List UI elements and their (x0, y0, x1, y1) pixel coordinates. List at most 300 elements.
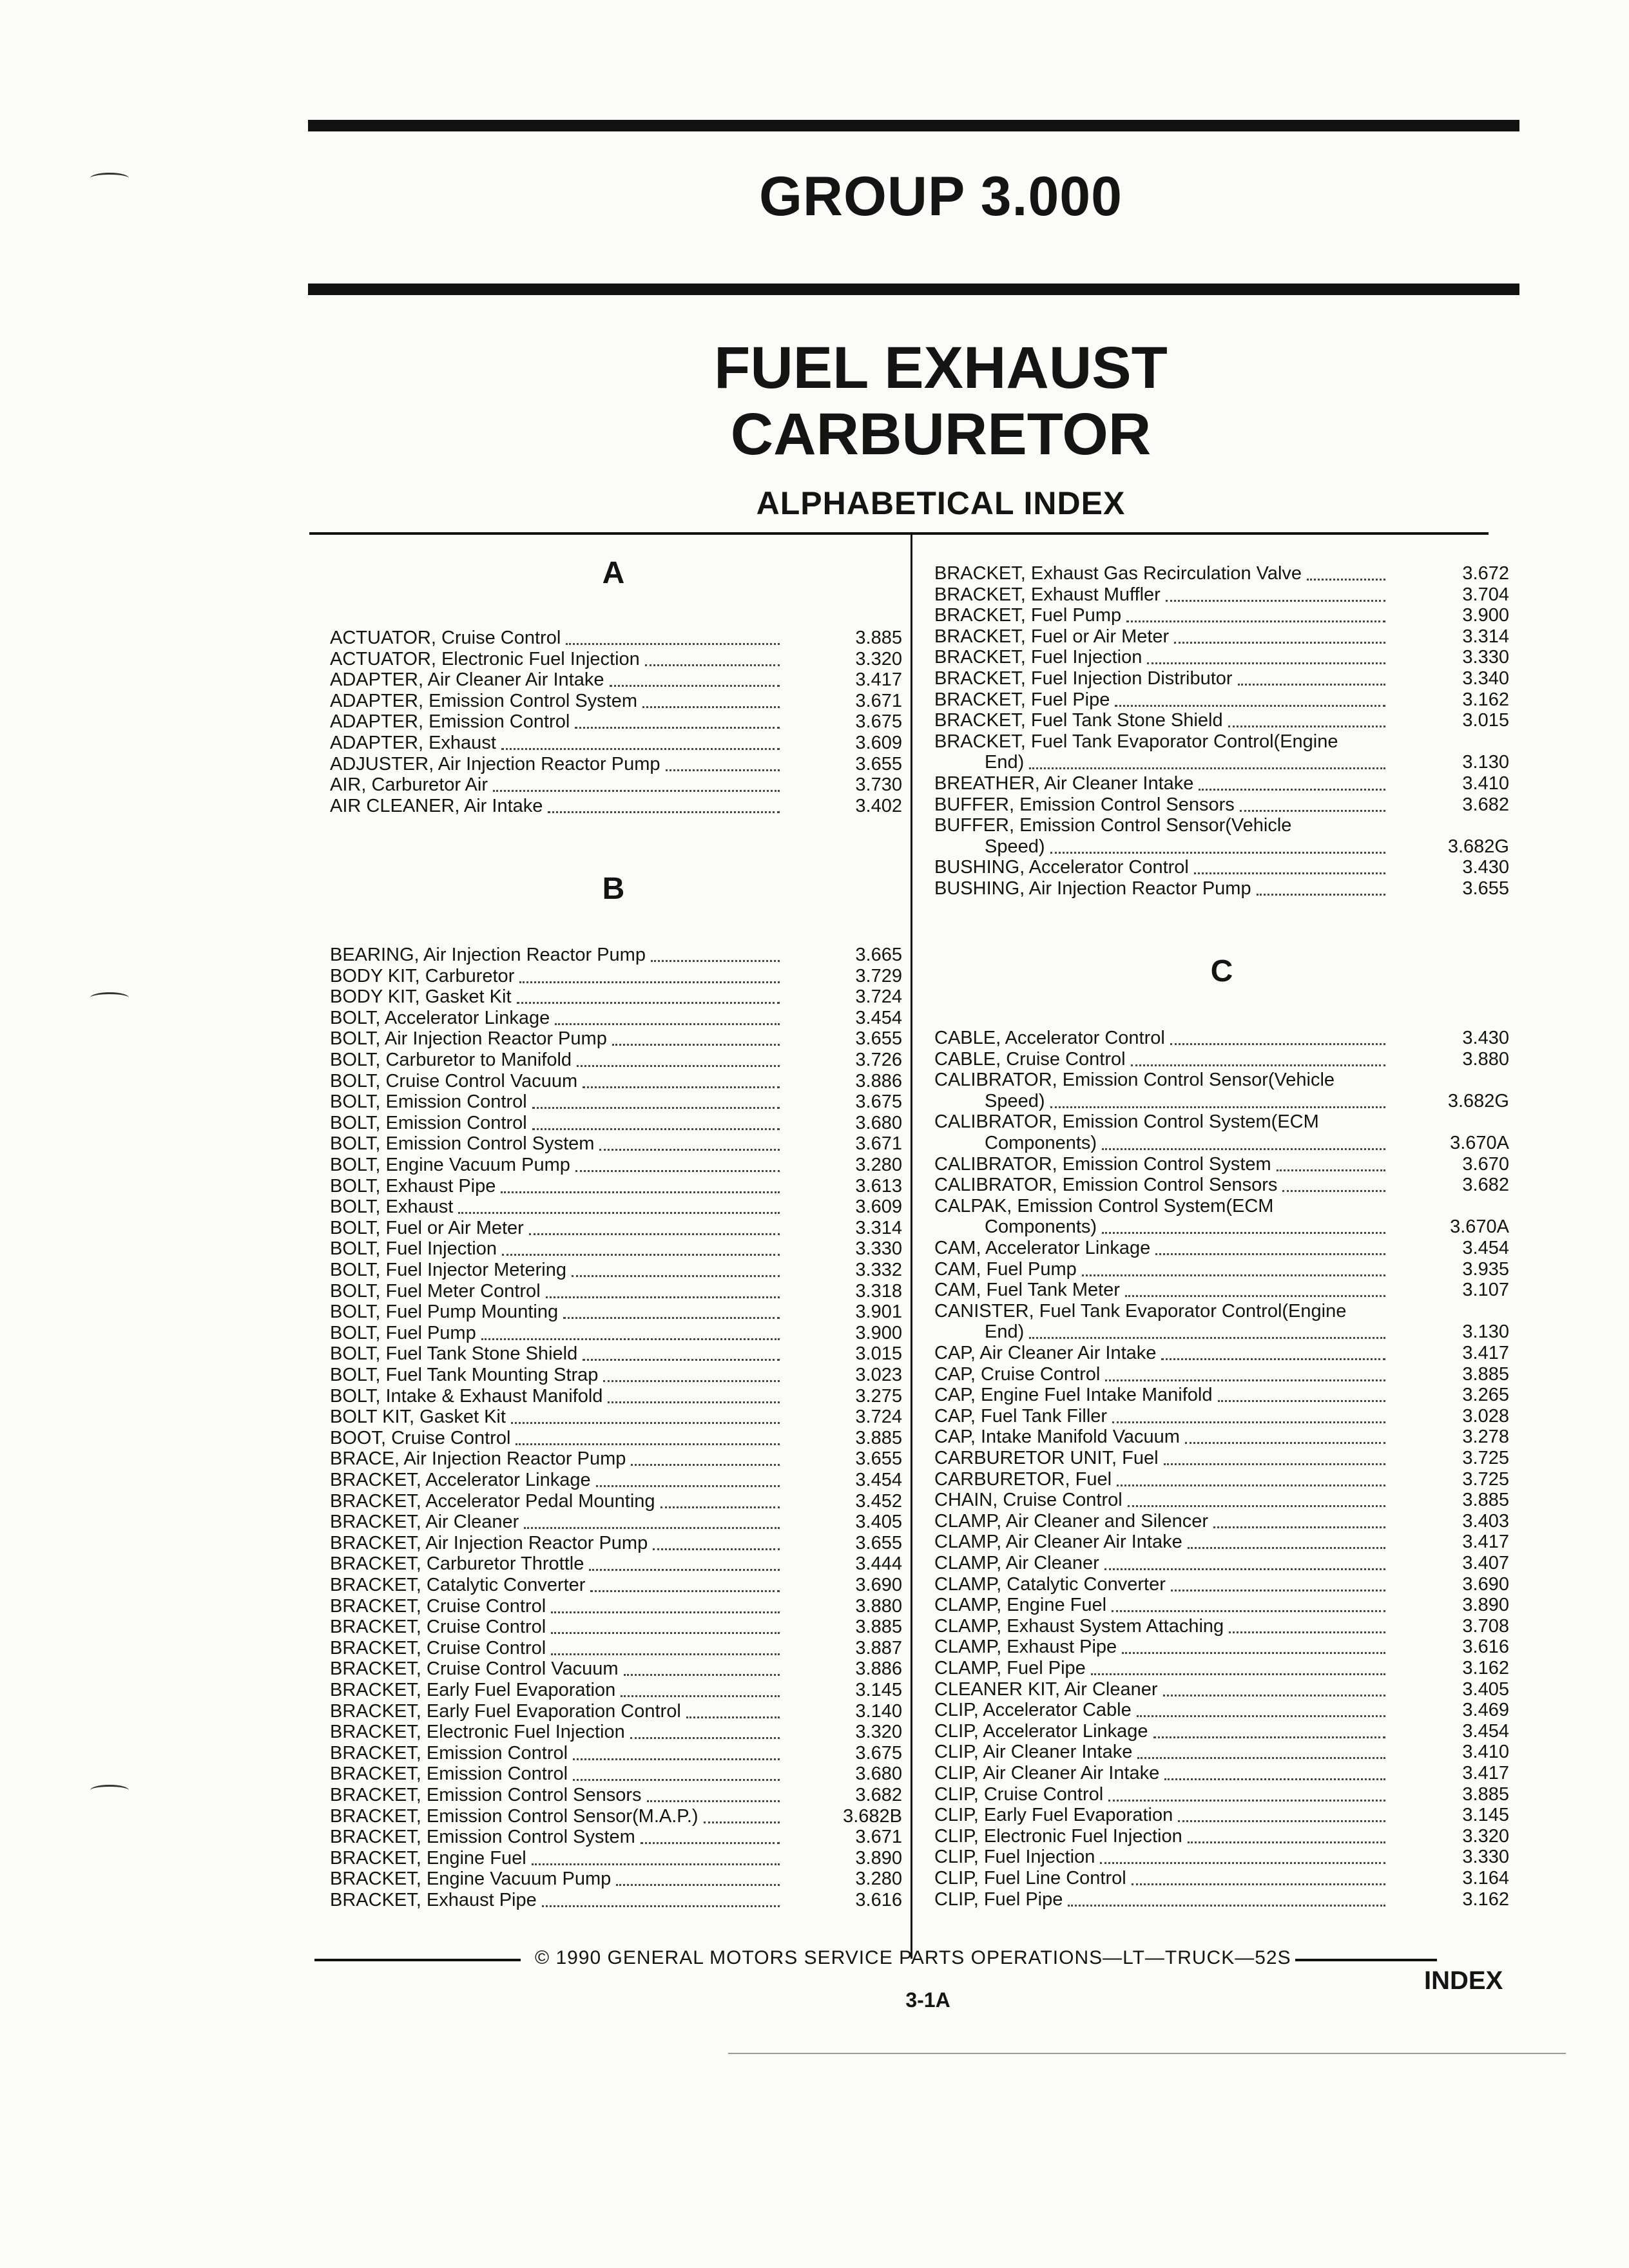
dot-leader (566, 628, 780, 645)
entry-section-number: 3.708 (1462, 1615, 1509, 1637)
entry-label: BRACKET, Fuel Pipe (934, 689, 1110, 710)
dot-leader (1122, 1637, 1385, 1654)
dot-leader (1307, 563, 1385, 581)
entry-section-number: 3.675 (855, 1742, 902, 1763)
index-entry (330, 1638, 902, 1659)
index-entry (330, 1869, 902, 1890)
entry-section-number: 3.280 (855, 1155, 902, 1175)
entry-label: End) (985, 1321, 1025, 1343)
entry-section-number: 3.609 (855, 1196, 902, 1218)
entry-label: BOLT, Accelerator Linkage (330, 1007, 550, 1028)
entry-section-number: 3.015 (1462, 710, 1509, 731)
index-entry (330, 1323, 902, 1344)
entry-section-number: 3.265 (1462, 1385, 1509, 1406)
main-title-line2: CARBURETOR (730, 401, 1152, 467)
entry-section-number: 3.613 (855, 1175, 902, 1196)
entry-section-number: 3.886 (855, 1070, 902, 1091)
entry-label: CLAMP, Air Cleaner Air Intake (934, 1532, 1182, 1553)
entry-section-number: 3.280 (855, 1869, 902, 1890)
entry-section-number: 3.405 (1462, 1678, 1509, 1700)
dot-leader (1112, 1595, 1385, 1612)
index-entry (330, 1553, 902, 1575)
dot-leader (551, 1617, 780, 1634)
entry-section-number: 3.665 (855, 945, 902, 965)
copyright-notice: © 1990 GENERAL MOTORS SERVICE PARTS OPERATIONS—LT—TRUCK—52S (535, 1947, 1291, 1968)
dot-leader (542, 1890, 780, 1907)
entry-label: ADAPTER, Air Cleaner Air Intake (330, 669, 604, 691)
entry-label: BRACKET, Fuel or Air Meter (934, 626, 1170, 647)
index-entry (934, 1364, 1509, 1385)
dot-leader (501, 733, 780, 750)
index-entry (934, 626, 1509, 648)
entry-label: BRACKET, Early Fuel Evaporation Control (330, 1700, 681, 1722)
dot-leader (524, 1512, 780, 1529)
entry-label: BUSHING, Air Injection Reactor Pump (934, 878, 1251, 899)
dot-leader (1213, 1511, 1385, 1528)
entry-section-number: 3.725 (1462, 1448, 1509, 1468)
index-entry (934, 1238, 1509, 1259)
scan-mark (90, 173, 129, 184)
dot-leader (1117, 1469, 1385, 1486)
dot-leader (1228, 710, 1385, 727)
index-entry (934, 1889, 1509, 1910)
index-entry (985, 1091, 1509, 1112)
index-entry (330, 1091, 902, 1113)
index-entry (934, 1574, 1509, 1595)
index-entry (934, 1763, 1509, 1784)
index-entry (934, 1532, 1509, 1553)
entry-section-number: 3.402 (855, 795, 902, 816)
dot-leader (1161, 1343, 1385, 1360)
dot-leader (1050, 1091, 1385, 1108)
entry-label: BOLT, Fuel Tank Stone Shield (330, 1343, 578, 1365)
entry-section-number: 3.140 (855, 1700, 902, 1722)
dot-leader (704, 1806, 780, 1823)
entry-section-number: 3.655 (855, 1448, 902, 1470)
entry-section-number: 3.890 (1462, 1595, 1509, 1616)
index-entry (934, 878, 1509, 899)
dot-leader (1115, 689, 1385, 707)
dot-leader (1029, 1321, 1385, 1339)
entry-section-number: 3.410 (1462, 1742, 1509, 1763)
entry-section-number: 3.454 (1462, 1238, 1509, 1258)
entry-section-number: 3.410 (1462, 773, 1509, 794)
dot-leader (1125, 1280, 1385, 1297)
dot-leader (590, 1575, 780, 1592)
entry-label: CAP, Engine Fuel Intake Manifold (934, 1385, 1213, 1406)
dot-leader (572, 1260, 780, 1277)
entry-label: BOLT KIT, Gasket Kit (330, 1407, 506, 1428)
dot-leader (612, 1028, 780, 1046)
dot-leader (631, 1448, 780, 1466)
entry-label: BRACKET, Cruise Control Vacuum (330, 1658, 619, 1680)
entry-section-number: 3.278 (1462, 1427, 1509, 1448)
index-entry (330, 1491, 902, 1512)
entry-label: CAP, Intake Manifold Vacuum (934, 1427, 1180, 1448)
dot-leader (1131, 1049, 1385, 1066)
entry-label: CLIP, Cruise Control (934, 1783, 1104, 1805)
dot-leader (573, 1763, 780, 1781)
index-entry (934, 857, 1509, 878)
entry-section-number: 3.275 (855, 1385, 902, 1407)
entry-label: BOLT, Emission Control System (330, 1133, 595, 1155)
entry-label: BRACKET, Fuel Pump (934, 605, 1122, 626)
index-entry (985, 1133, 1509, 1154)
index-entry (330, 669, 902, 691)
dot-leader (1164, 1448, 1385, 1465)
entry-section-number: 3.880 (1462, 1048, 1509, 1070)
entry-section-number: 3.320 (1462, 1825, 1509, 1847)
entry-label: BOLT, Fuel or Air Meter (330, 1217, 524, 1238)
index-entry (934, 1847, 1509, 1868)
dot-leader (660, 1491, 780, 1508)
entry-section-number: 3.655 (1462, 878, 1509, 899)
entry-section-number: 3.320 (855, 648, 902, 669)
entry-section-number: 3.690 (855, 1575, 902, 1595)
dot-leader (1100, 1847, 1385, 1864)
index-entry (330, 691, 902, 712)
index-entry (330, 1133, 902, 1155)
dot-leader (1185, 1427, 1385, 1444)
entry-label: BRACKET, Emission Control (330, 1742, 568, 1763)
entry-label: BRACKET, Fuel Injection Distributor (934, 668, 1233, 689)
entry-label: BOLT, Fuel Pump Mounting (330, 1302, 559, 1323)
dot-leader (1178, 1805, 1385, 1822)
entry-section-number: 3.670 (1462, 1153, 1509, 1175)
entry-section-number: 3.670A (1450, 1216, 1509, 1238)
dot-leader (532, 1091, 780, 1109)
entry-section-number: 3.655 (855, 1532, 902, 1553)
dot-leader (1199, 773, 1385, 791)
dot-leader (621, 1680, 780, 1697)
entry-label: ADAPTER, Emission Control System (330, 690, 638, 711)
entry-label: CLAMP, Fuel Pipe (934, 1658, 1086, 1678)
entry-label: CLIP, Early Fuel Evaporation (934, 1805, 1173, 1826)
dot-leader (589, 1553, 780, 1571)
index-entry (934, 605, 1509, 626)
entry-section-number: 3.885 (855, 628, 902, 648)
entry-section-number: 3.407 (1462, 1553, 1509, 1573)
entry-label: Components) (985, 1133, 1097, 1153)
dot-leader (1104, 1553, 1385, 1570)
column-divider (911, 535, 912, 1959)
mid-thick-rule (308, 284, 1519, 295)
dot-leader (1170, 1028, 1385, 1045)
index-entry (330, 1533, 902, 1554)
group-title: GROUP 3.000 (759, 166, 1123, 227)
dot-leader (1108, 1784, 1385, 1802)
index-entry (934, 1049, 1509, 1070)
entry-label: BRACKET, Fuel Injection (934, 647, 1142, 668)
entry-label: BRACKET, Cruise Control (330, 1617, 546, 1638)
entry-label: CLIP, Electronic Fuel Injection (934, 1825, 1182, 1847)
entry-label: BRACKET, Emission Control Sensors (330, 1785, 642, 1805)
dot-leader (529, 1218, 780, 1235)
dot-leader (686, 1701, 780, 1718)
index-entry (934, 1637, 1509, 1658)
index-entry (330, 1176, 902, 1197)
dot-leader (583, 1071, 780, 1088)
entry-section-number: 3.682G (1447, 1090, 1509, 1111)
entry-label: BRACKET, Accelerator Pedal Mounting (330, 1490, 655, 1512)
dot-leader (624, 1658, 780, 1676)
dot-leader (511, 1407, 780, 1424)
index-entry (330, 1281, 902, 1302)
entry-label: CLAMP, Engine Fuel (934, 1595, 1107, 1616)
entry-label: CAM, Fuel Tank Meter (934, 1280, 1120, 1301)
entry-section-number: 3.730 (855, 774, 902, 796)
entry-label: ADAPTER, Exhaust (330, 733, 496, 753)
index-entry (934, 794, 1509, 816)
index-entry (934, 1343, 1509, 1364)
entry-section-number: 3.330 (1462, 1847, 1509, 1868)
entry-label: AIR, Carburetor Air (330, 774, 488, 796)
index-entry (330, 796, 902, 817)
section-letter-c: C (1210, 954, 1233, 988)
index-entry (934, 1406, 1509, 1427)
index-entry (330, 1680, 902, 1701)
index-entry (330, 733, 902, 754)
index-label: INDEX (1424, 1966, 1503, 1995)
entry-label: ACTUATOR, Electronic Fuel Injection (330, 648, 640, 669)
dot-leader (519, 966, 780, 983)
entry-label: BRACKET, Air Cleaner (330, 1512, 519, 1533)
index-entry (330, 711, 902, 733)
dot-leader (1068, 1889, 1385, 1907)
dot-leader (458, 1196, 780, 1214)
section-letter-a: A (602, 556, 625, 590)
entry-section-number: 3.682 (855, 1785, 902, 1805)
dot-leader (1277, 1154, 1385, 1171)
entry-label: CLAMP, Air Cleaner and Silencer (934, 1510, 1209, 1532)
entry-section-number: 3.332 (855, 1260, 902, 1280)
entry-label: Speed) (985, 1090, 1045, 1111)
index-entry (330, 1658, 902, 1680)
dot-leader (1091, 1658, 1385, 1675)
entry-label: Speed) (985, 836, 1045, 857)
entry-section-number: 3.403 (1462, 1510, 1509, 1532)
entry-section-number: 3.901 (855, 1302, 902, 1323)
index-entry (934, 1658, 1509, 1679)
entry-section-number: 3.162 (1462, 689, 1509, 710)
scan-mark (90, 992, 129, 1003)
entry-section-number: 3.900 (855, 1322, 902, 1343)
entry-section-number: 3.340 (1462, 668, 1509, 689)
index-entry (934, 584, 1509, 606)
entry-label: BOLT, Engine Vacuum Pump (330, 1155, 570, 1175)
index-entry (330, 1785, 902, 1806)
dot-leader (481, 1323, 780, 1340)
dot-leader (653, 1533, 780, 1550)
entry-section-number: 3.330 (1462, 647, 1509, 668)
dot-leader (501, 1176, 780, 1193)
dot-leader (1163, 1679, 1385, 1696)
entry-section-number: 3.430 (1462, 857, 1509, 878)
entry-label: BOLT, Exhaust Pipe (330, 1175, 496, 1196)
index-entry (330, 1848, 902, 1869)
entry-section-number: 3.682G (1447, 836, 1509, 857)
entry-section-number: 3.885 (855, 1617, 902, 1638)
dot-leader (1153, 1721, 1385, 1738)
entry-section-number: 3.880 (855, 1595, 902, 1617)
entry-section-number: 3.015 (855, 1343, 902, 1365)
entry-section-number: 3.886 (855, 1658, 902, 1680)
entry-section-number: 3.655 (855, 1028, 902, 1050)
entry-label: CLIP, Air Cleaner Air Intake (934, 1763, 1160, 1783)
entry-section-number: 3.675 (855, 1091, 902, 1113)
entry-label: BRACKET, Exhaust Gas Recirculation Valve (934, 563, 1302, 584)
entry-label: CAM, Accelerator Linkage (934, 1238, 1151, 1258)
entry-label: BRACKET, Emission Control (330, 1763, 568, 1785)
entry-label: BRACKET, Air Injection Reactor Pump (330, 1532, 648, 1553)
entry-label: BRACKET, Fuel Tank Stone Shield (934, 710, 1223, 731)
entry-section-number: 3.724 (855, 1407, 902, 1428)
entry-section-number: 3.430 (1462, 1028, 1509, 1048)
entry-label: CLAMP, Exhaust Pipe (934, 1637, 1117, 1658)
entry-label: CABLE, Cruise Control (934, 1048, 1126, 1070)
index-entry (934, 1175, 1509, 1196)
index-entry (330, 1155, 902, 1176)
index-entry (330, 1386, 902, 1407)
entry-label: BUFFER, Emission Control Sensors (934, 794, 1235, 815)
entry-label: BRACKET, Accelerator Linkage (330, 1470, 591, 1490)
entry-label: CLAMP, Catalytic Converter (934, 1573, 1166, 1595)
index-entry (330, 1196, 902, 1218)
dot-leader (1029, 752, 1385, 769)
index-entry (934, 689, 1509, 711)
dot-leader (502, 1238, 780, 1256)
entry-label: BRACKET, Cruise Control (330, 1637, 546, 1658)
index-entry (934, 1385, 1509, 1406)
entry-section-number: 3.616 (855, 1890, 902, 1910)
index-entry-label-line1: BRACKET, Fuel Tank Evaporator Control(Engine (934, 731, 1338, 752)
entry-section-number: 3.164 (1462, 1868, 1509, 1888)
section-letter-b: B (602, 872, 625, 906)
entry-label: CAP, Cruise Control (934, 1363, 1101, 1385)
entry-label: BRACKET, Engine Vacuum Pump (330, 1869, 612, 1890)
entry-section-number: 3.671 (855, 1827, 902, 1848)
index-entry (330, 1596, 902, 1617)
dot-leader (1282, 1175, 1385, 1192)
entry-label: BODY KIT, Gasket Kit (330, 986, 512, 1008)
entry-label: CLIP, Fuel Pipe (934, 1888, 1063, 1910)
entry-label: CLIP, Air Cleaner Intake (934, 1742, 1133, 1763)
index-entry (934, 1028, 1509, 1049)
index-entry (330, 1343, 902, 1365)
index-entry (934, 1511, 1509, 1532)
entry-section-number: 3.675 (855, 711, 902, 733)
index-rule (309, 532, 1489, 535)
dot-leader (1082, 1259, 1385, 1276)
dot-leader (603, 1365, 780, 1382)
dot-leader (532, 1113, 780, 1130)
index-entry (330, 1806, 902, 1827)
entry-section-number: 3.130 (1462, 1321, 1509, 1343)
dot-leader (1155, 1238, 1385, 1255)
entry-section-number: 3.726 (855, 1050, 902, 1070)
entry-section-number: 3.145 (1462, 1805, 1509, 1826)
index-entry (934, 1742, 1509, 1763)
entry-label: BRACKET, Carburetor Throttle (330, 1553, 584, 1575)
entry-label: CALIBRATOR, Emission Control Sensors (934, 1175, 1278, 1196)
entry-section-number: 3.655 (855, 753, 902, 774)
index-entry (330, 945, 902, 966)
entry-label: BREATHER, Air Cleaner Intake (934, 773, 1194, 794)
index-entry (934, 710, 1509, 731)
entry-section-number: 3.885 (1462, 1363, 1509, 1385)
index-entry (934, 1469, 1509, 1490)
index-entry (985, 752, 1509, 773)
dot-leader (1218, 1385, 1385, 1402)
dot-leader (1050, 836, 1385, 854)
dot-leader (642, 691, 780, 708)
index-entry (330, 628, 902, 649)
dot-leader (493, 774, 780, 792)
entry-label: CAP, Fuel Tank Filler (934, 1405, 1108, 1427)
dot-leader (608, 1386, 780, 1403)
dot-leader (610, 669, 780, 687)
entry-section-number: 3.680 (855, 1763, 902, 1785)
main-title-line1: FUEL EXHAUST (714, 335, 1168, 401)
dot-leader (666, 754, 780, 771)
entry-label: BRACKET, Electronic Fuel Injection (330, 1722, 625, 1743)
index-entry (330, 1302, 902, 1323)
entry-label: BRACKET, Exhaust Pipe (330, 1890, 537, 1910)
entry-section-number: 3.609 (855, 733, 902, 753)
entry-section-number: 3.162 (1462, 1658, 1509, 1678)
dot-leader (641, 1827, 780, 1844)
entry-section-number: 3.452 (855, 1490, 902, 1512)
dot-leader (1112, 1406, 1385, 1423)
dot-leader (1105, 1364, 1385, 1381)
scan-mark (90, 1785, 129, 1796)
dot-leader (517, 986, 780, 1004)
index-entry (934, 1868, 1509, 1889)
dot-leader (1164, 1763, 1385, 1780)
top-thick-rule (308, 120, 1519, 131)
entry-label: ADJUSTER, Air Injection Reactor Pump (330, 753, 660, 774)
dot-leader (1240, 794, 1385, 812)
entry-section-number: 3.469 (1462, 1700, 1509, 1721)
dot-leader (645, 649, 780, 666)
index-entry (330, 1428, 902, 1449)
dot-leader (1174, 626, 1385, 644)
entry-section-number: 3.417 (1462, 1343, 1509, 1363)
entry-section-number: 3.028 (1462, 1405, 1509, 1427)
entry-label: BOLT, Air Injection Reactor Pump (330, 1028, 607, 1050)
index-entry (330, 1028, 902, 1050)
dot-leader (563, 1302, 780, 1319)
dot-leader (575, 1155, 780, 1172)
entry-label: End) (985, 752, 1025, 773)
entry-section-number: 3.314 (855, 1217, 902, 1238)
entry-section-number: 3.671 (855, 690, 902, 711)
entry-label: BOLT, Exhaust (330, 1196, 454, 1218)
entry-label: Components) (985, 1216, 1097, 1238)
index-entry (934, 1490, 1509, 1511)
entry-section-number: 3.444 (855, 1553, 902, 1575)
index-entry (934, 647, 1509, 668)
entry-section-number: 3.330 (855, 1238, 902, 1260)
entry-label: CALIBRATOR, Emission Control System (934, 1153, 1271, 1175)
index-entry-label-line1: CALPAK, Emission Control System(ECM (934, 1195, 1274, 1216)
dot-leader (575, 711, 780, 729)
entry-label: BOLT, Emission Control (330, 1091, 527, 1113)
index-entry-label-line1: CALIBRATOR, Emission Control Sensor(Vehicle (934, 1070, 1335, 1091)
entry-label: BODY KIT, Carburetor (330, 965, 515, 986)
index-entry (985, 1321, 1509, 1343)
entry-section-number: 3.616 (1462, 1637, 1509, 1658)
